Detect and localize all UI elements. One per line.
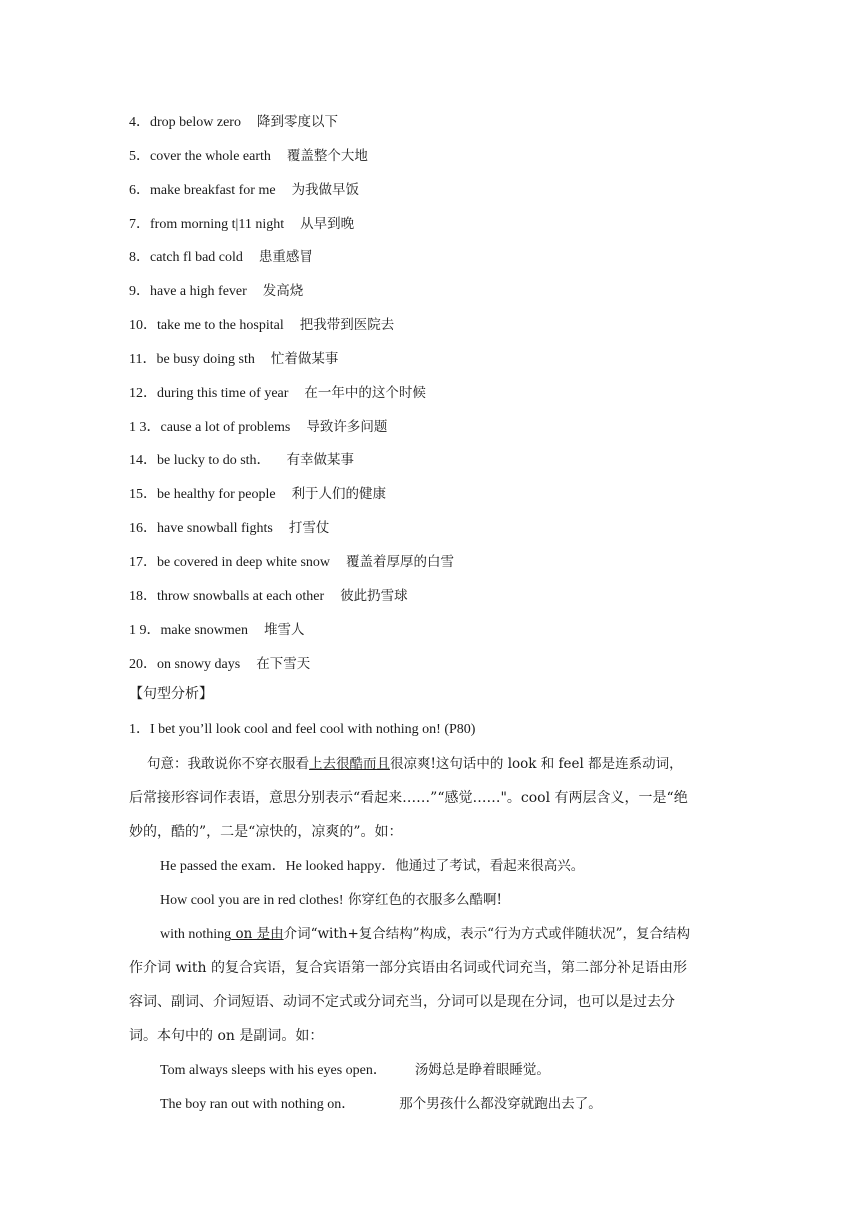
phrase-number: 15． (129, 487, 157, 503)
phrase-english: catch fl bad cold (150, 250, 243, 266)
phrase-number: 6． (129, 182, 150, 198)
phrase-english: drop below zero (150, 115, 241, 130)
phrase-number: 12． (129, 385, 157, 401)
phrase-item (129, 619, 749, 653)
phrase-english: cover the whole earth (150, 148, 271, 164)
phrase-chinese: 患重感冒 (258, 249, 313, 266)
phrase-number: 16． (129, 521, 157, 537)
phrase-chinese: 从早到晚 (300, 215, 355, 232)
phrase-chinese: 堆雪人 (263, 621, 305, 638)
phrase-chinese: 有幸做某事 (286, 452, 355, 469)
phrase-chinese: 发高烧 (262, 283, 304, 300)
phrase-item (129, 145, 749, 179)
phrase-item (129, 517, 749, 551)
phrase-english: take me to the hospital (157, 318, 284, 334)
phrase-item (129, 111, 749, 145)
phrase-chinese: 彼此扔雪球 (340, 587, 408, 604)
phrase-english: during this time of year (157, 385, 289, 401)
phrase-number: 10． (129, 318, 157, 334)
phrase-number: 8． (129, 250, 150, 266)
phrase-chinese: 把我带到医院去 (299, 317, 395, 334)
phrase-chinese: 在一年中的这个时候 (304, 384, 426, 401)
phrase-item (129, 551, 749, 585)
phrase-english: have snowball fights (157, 521, 273, 537)
phrase-item (129, 280, 749, 314)
phrase-number: 20． (129, 656, 157, 672)
example-1: He passed the exam．He looked happy．他通过了考试，看起来很高兴。 (160, 858, 585, 874)
phrase-item (129, 179, 749, 213)
phrase-number: 9． (129, 284, 150, 300)
phrase-english: on snowy days (157, 656, 241, 672)
phrase-number: 11． (129, 351, 157, 367)
example-3: Tom always sleeps with his eyes open． 汤姆总是睁着眼睡觉。 (160, 1062, 550, 1078)
phrase-item (129, 416, 749, 450)
example-2: How cool you are in red clothes! 你穿红色的衣服多么酷啊! (160, 892, 502, 908)
phrase-english: make snowmen (160, 622, 248, 638)
example-4: The boy ran out with nothing on． 那个男孩什么都没穿就跑出去了。 (160, 1096, 602, 1112)
phrase-english: be busy doing sth (156, 351, 255, 367)
phrase-item (129, 213, 749, 247)
phrase-number: 4． (129, 115, 150, 130)
underlined-text: on 是由 (231, 926, 284, 942)
explanation-line-1: 句意：我敢说你不穿衣服看上去很酷而且很凉爽!这句话中的 look 和 feel 都是连系动词， (147, 756, 683, 772)
phrase-item (129, 449, 749, 483)
explanation2-line-3: 容词、副词、介词短语、动词不定式或分词充当，分词可以是现在分词，也可以是过去分 (129, 994, 675, 1010)
phrase-number: 17． (129, 554, 157, 570)
phrase-chinese: 忙着做某事 (270, 350, 339, 367)
phrase-number: 1 3． (129, 419, 161, 435)
sentence-1: 1．I bet you’ll look cool and feel cool with nothing on! (P80) (129, 722, 476, 737)
phrase-number: 14． (129, 453, 157, 469)
phrase-chinese: 导致许多问题 (306, 418, 388, 435)
phrase-english: be lucky to do sth． (157, 453, 271, 469)
phrase-english: from morning t|11 night (150, 216, 285, 232)
phrase-item (129, 483, 749, 517)
phrase-chinese: 打雪仗 (288, 520, 330, 537)
explanation-line-3: 妙的，酷的”，二是“凉快的，凉爽的”。如： (129, 824, 403, 840)
phrase-chinese: 覆盖着厚厚的白雪 (346, 553, 454, 570)
phrase-item (129, 653, 749, 687)
phrase-chinese: 利于人们的健康 (291, 486, 387, 503)
phrase-list (129, 111, 749, 686)
phrase-english: cause a lot of problems (160, 419, 291, 435)
explanation2-line-2: 作介词 with 的复合宾语，复合宾语第一部分宾语由名词或代词充当，第二部分补足语由形 (129, 960, 688, 976)
phrase-english: be covered in deep white snow (157, 554, 330, 570)
phrase-number: 7． (129, 216, 150, 232)
phrase-number: 5． (129, 148, 150, 164)
phrase-english: have a high fever (150, 284, 247, 300)
phrase-item (129, 246, 749, 280)
phrase-item (129, 585, 749, 619)
phrase-chinese: 降到零度以下 (256, 114, 338, 130)
phrase-item (129, 348, 749, 382)
phrase-english: throw snowballs at each other (157, 588, 325, 604)
phrase-item (129, 314, 749, 348)
phrase-english: make breakfast for me (150, 182, 276, 198)
explanation2-line-1: with nothing on 是由介词“with+复合结构”构成，表示“行为方式或伴随状况”，复合结构 (160, 926, 690, 942)
section-heading: 【句型分析】 (129, 686, 213, 702)
underlined-text: 上去很酷而且 (309, 756, 390, 772)
explanation-line-2: 后常接形容词作表语，意思分别表示“看起来……”“感觉……"。cool 有两层含义，一是“绝 (129, 790, 688, 806)
phrase-chinese: 为我做早饭 (291, 181, 360, 198)
phrase-number: 1 9． (129, 622, 161, 638)
phrase-english: be healthy for people (157, 487, 276, 503)
phrase-chinese: 在下雪天 (256, 655, 311, 672)
phrase-item (129, 382, 749, 416)
explanation2-line-4: 词。本句中的 on 是副词。如： (129, 1028, 324, 1044)
phrase-chinese: 覆盖整个大地 (286, 147, 368, 164)
phrase-number: 18． (129, 588, 157, 604)
